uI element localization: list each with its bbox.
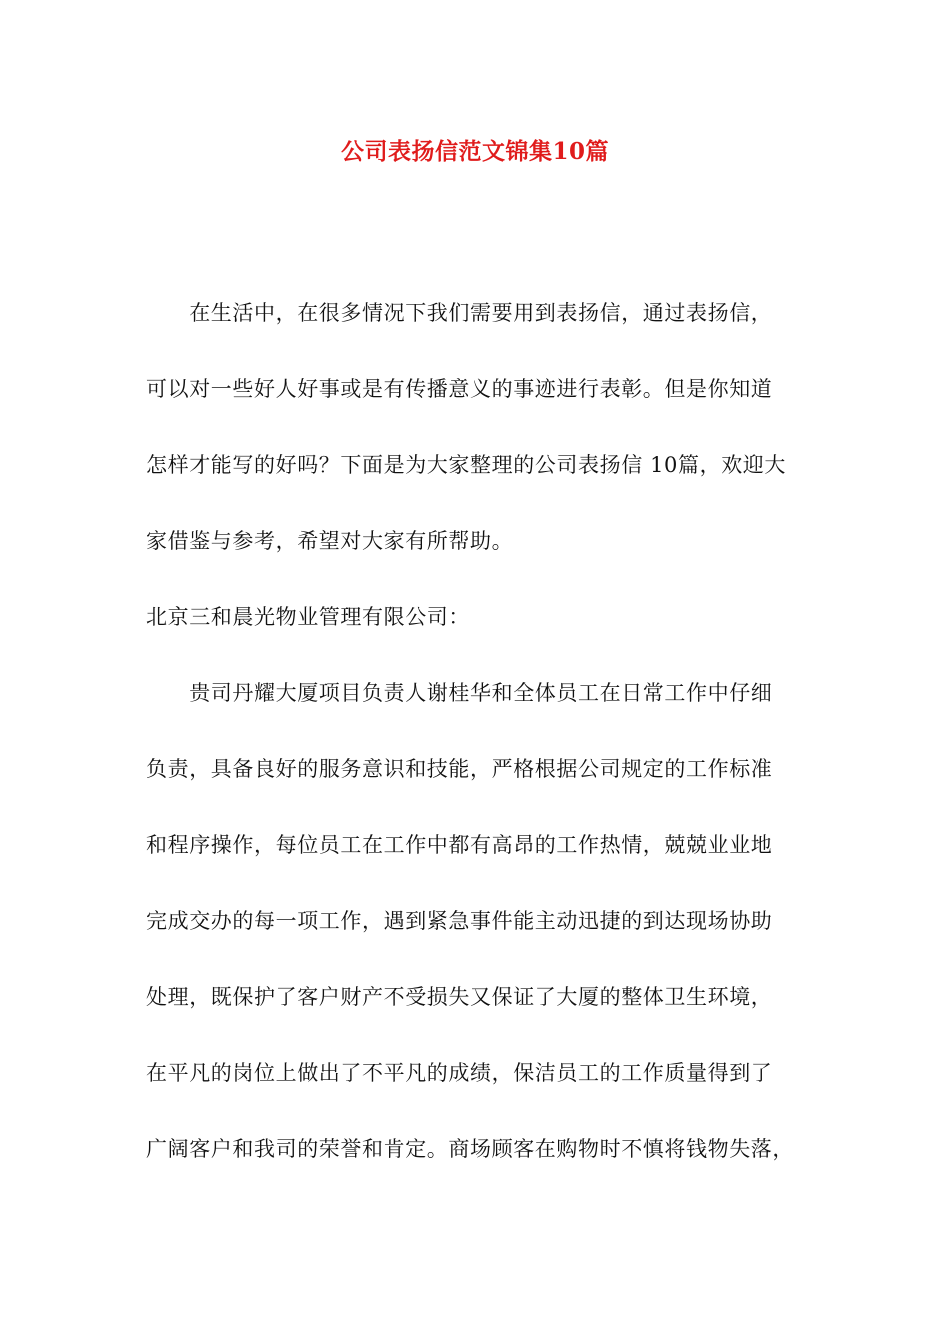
text-line: 负责，具备良好的服务意识和技能，严格根据公司规定的工作标准: [146, 757, 773, 781]
text-line: 完成交办的每一项工作，遇到紧急事件能主动迅捷的到达现场协助: [146, 909, 773, 933]
text-line: 广阔客户和我司的荣誉和肯定。商场顾客在购物时不慎将钱物失落，: [146, 1137, 794, 1161]
text-line: 在生活中，在很多情况下我们需要用到表扬信，通过表扬信，: [146, 301, 773, 325]
text-line: 在平凡的岗位上做出了不平凡的成绩，保洁员工的工作质量得到了: [146, 1061, 773, 1085]
text-line: 怎样才能写的好吗？下面是为大家整理的公司表扬信 10篇，欢迎大: [146, 453, 786, 477]
text-line: 贵司丹耀大厦项目负责人谢桂华和全体员工在日常工作中仔细: [146, 681, 773, 705]
document-title: 公司表扬信范文锦集10篇: [340, 138, 609, 165]
text-line: 可以对一些好人好事或是有传播意义的事迹进行表彰。但是你知道: [146, 377, 773, 401]
text-line: 和程序操作，每位员工在工作中都有高昂的工作热情，兢兢业业地: [146, 833, 773, 857]
text-line: 家借鉴与参考，希望对大家有所帮助。: [146, 529, 514, 553]
text-line: 处理，既保护了客户财产不受损失又保证了大厦的整体卫生环境，: [146, 985, 773, 1009]
document-body: [146, 301, 836, 1185]
salutation: 北京三和晨光物业管理有限公司：: [146, 605, 470, 629]
